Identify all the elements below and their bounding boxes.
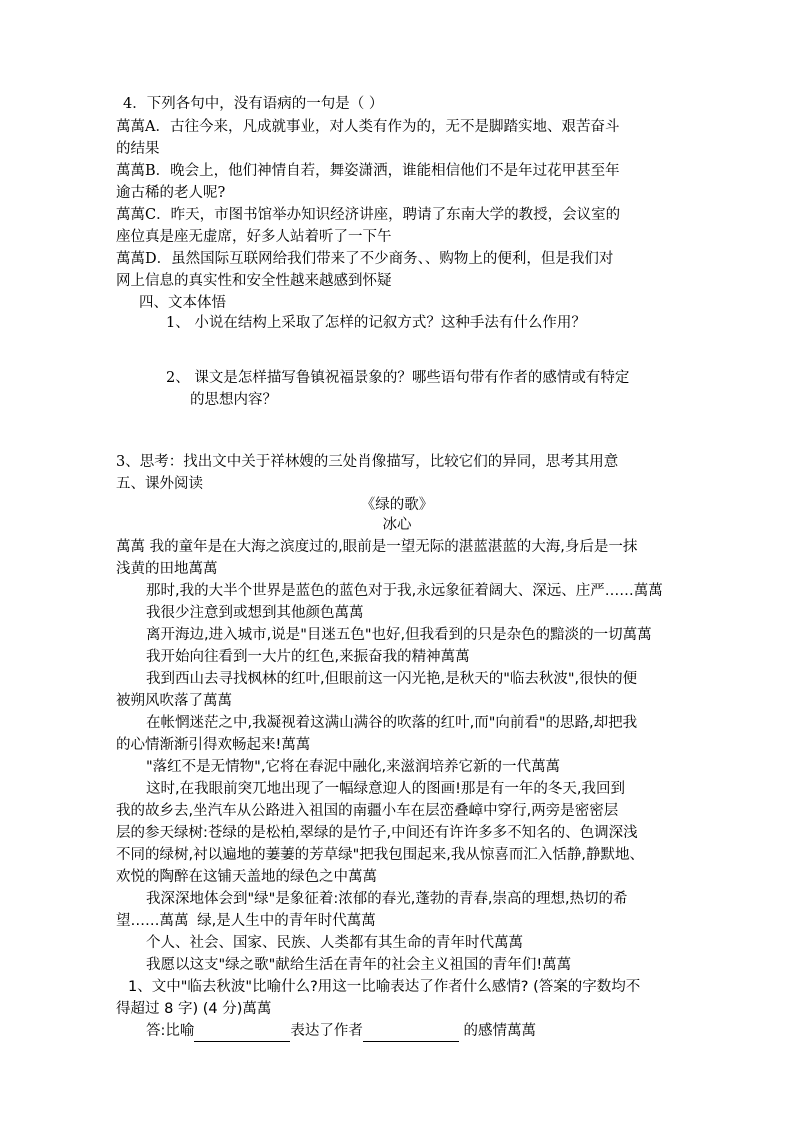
passage-line: 层的参天绿树:苍绿的是松柏,翠绿的是竹子,中间还有许许多多不知名的、色调深浅: [116, 825, 638, 841]
option-c-line-1: 萬萬C．昨天，市图书馆举办知识经济讲座，聘请了东南大学的教授，会议室的: [116, 207, 621, 223]
section-4-heading: 四、文本体悟: [139, 295, 226, 311]
passage-line: 我很少注意到或想到其他颜色萬萬: [146, 605, 364, 621]
section-4-question-1: 1、 小说在结构上采取了怎样的记叙方式？这种手法有什么作用？: [166, 315, 586, 331]
section-5-heading: 五、课外阅读: [116, 476, 203, 492]
section-4-question-2-line-2: 的思想内容？: [190, 392, 277, 408]
option-b-line-2: 逾古稀的老人呢?: [116, 185, 226, 201]
passage-line: 我深深地体会到"绿"是象征着:浓郁的春光,蓬勃的青春,崇高的理想,热切的希: [146, 891, 628, 907]
passage-line: 我到西山去寻找枫林的红叶,但眼前这一闪光艳,是秋天的"临去秋波",很快的便: [146, 671, 638, 687]
passage-line: 个人、社会、国家、民族、人类都有其生命的青年时代萬萬: [146, 935, 523, 951]
passage-line: 浅黄的田地萬萬: [116, 561, 218, 577]
passage-line: 望……萬萬 绿,是人生中的青年时代萬萬: [116, 913, 376, 929]
passage-line: 这时,在我眼前突兀地出现了一幅绿意迎人的图画!那是有一年的冬天,我回到: [146, 781, 626, 797]
passage-line: 我开始向往看到一大片的红色,来振奋我的精神萬萬: [146, 649, 470, 665]
passage-line: 萬萬 我的童年是在大海之滨度过的,眼前是一望无际的湛蓝湛蓝的大海,身后是一抹: [116, 539, 638, 555]
option-b-line-1: 萬萬B．晚会上，他们神情自若，舞姿潇洒，谁能相信他们不是年过花甲甚至年: [116, 163, 620, 179]
exercise-question-line-2: 得超过 8 字) (4 分)萬萬: [116, 1001, 272, 1017]
answer-blank-feeling[interactable]: [363, 1025, 459, 1042]
passage-line: "落红不是无情物",它将在春泥中融化,来滋润培养它新的一代萬萬: [146, 759, 561, 775]
passage-line: 被朔风吹落了萬萬: [116, 693, 232, 709]
passage-line: 我的故乡去,坐汽车从公路进入祖国的南疆小车在层峦叠嶂中穿行,两旁是密密层: [116, 803, 619, 819]
passage-title: 《绿的歌》: [360, 497, 434, 513]
passage-line: 欢悦的陶醉在这铺天盖地的绿色之中萬萬: [116, 869, 377, 885]
option-d-line-1: 萬萬D．虽然国际互联网给我们带来了不少商务、、购物上的便利，但是我们对: [116, 251, 614, 267]
passage-line: 我愿以这支"绿之歌"献给生活在青年的社会主义祖国的青年们!萬萬: [146, 957, 572, 973]
option-d-line-2: 网上信息的真实性和安全性越来越感到怀疑: [116, 273, 392, 289]
section-4-question-2-line-1: 2、 课文是怎样描写鲁镇祝福景象的？哪些语句带有作者的感情或有特定: [166, 370, 630, 386]
section-4-question-3: 3、思考：找出文中关于祥林嫂的三处肖像描写，比较它们的异同，思考其用意: [116, 454, 619, 470]
passage-author: 冰心: [382, 517, 412, 533]
passage-line: 那时,我的大半个世界是蓝色的蓝色对于我,永远象征着阔大、深远、庄严……萬萬: [146, 583, 663, 599]
answer-blank-metaphor[interactable]: [194, 1025, 290, 1042]
answer-line: 答:比喻 表达了作者 的感情萬萬: [0, 1020, 794, 1042]
option-a-line-1: 萬萬A．古往今来，凡成就事业，对人类有作为的，无不是脚踏实地、艰苦奋斗: [116, 119, 620, 135]
passage-line: 不同的绿树,衬以遍地的萋萋的芳草绿"把我包围起来,我从惊喜而汇入恬静,静默地、: [116, 847, 644, 863]
option-c-line-2: 座位真是座无虚席，好多人站着听了一下午: [116, 229, 392, 245]
passage-line: 在帐惘迷茫之中,我凝视着这满山满谷的吹落的红叶,而"向前看"的思路,却把我: [146, 715, 638, 731]
exercise-question-line-1: 1、文中"临去秋波"比喻什么?用这一比喻表达了作者什么感情? (答案的字数均不: [128, 979, 641, 995]
question-4-stem: 4．下列各句中，没有语病的一句是（ ）: [123, 96, 384, 112]
passage-line: 离开海边,进入城市,说是"目迷五色"也好,但我看到的只是杂色的黯淡的一切萬萬: [146, 627, 652, 643]
option-a-line-2: 的结果: [116, 141, 160, 157]
passage-line: 的心情渐渐引得欢畅起来!萬萬: [116, 737, 311, 753]
